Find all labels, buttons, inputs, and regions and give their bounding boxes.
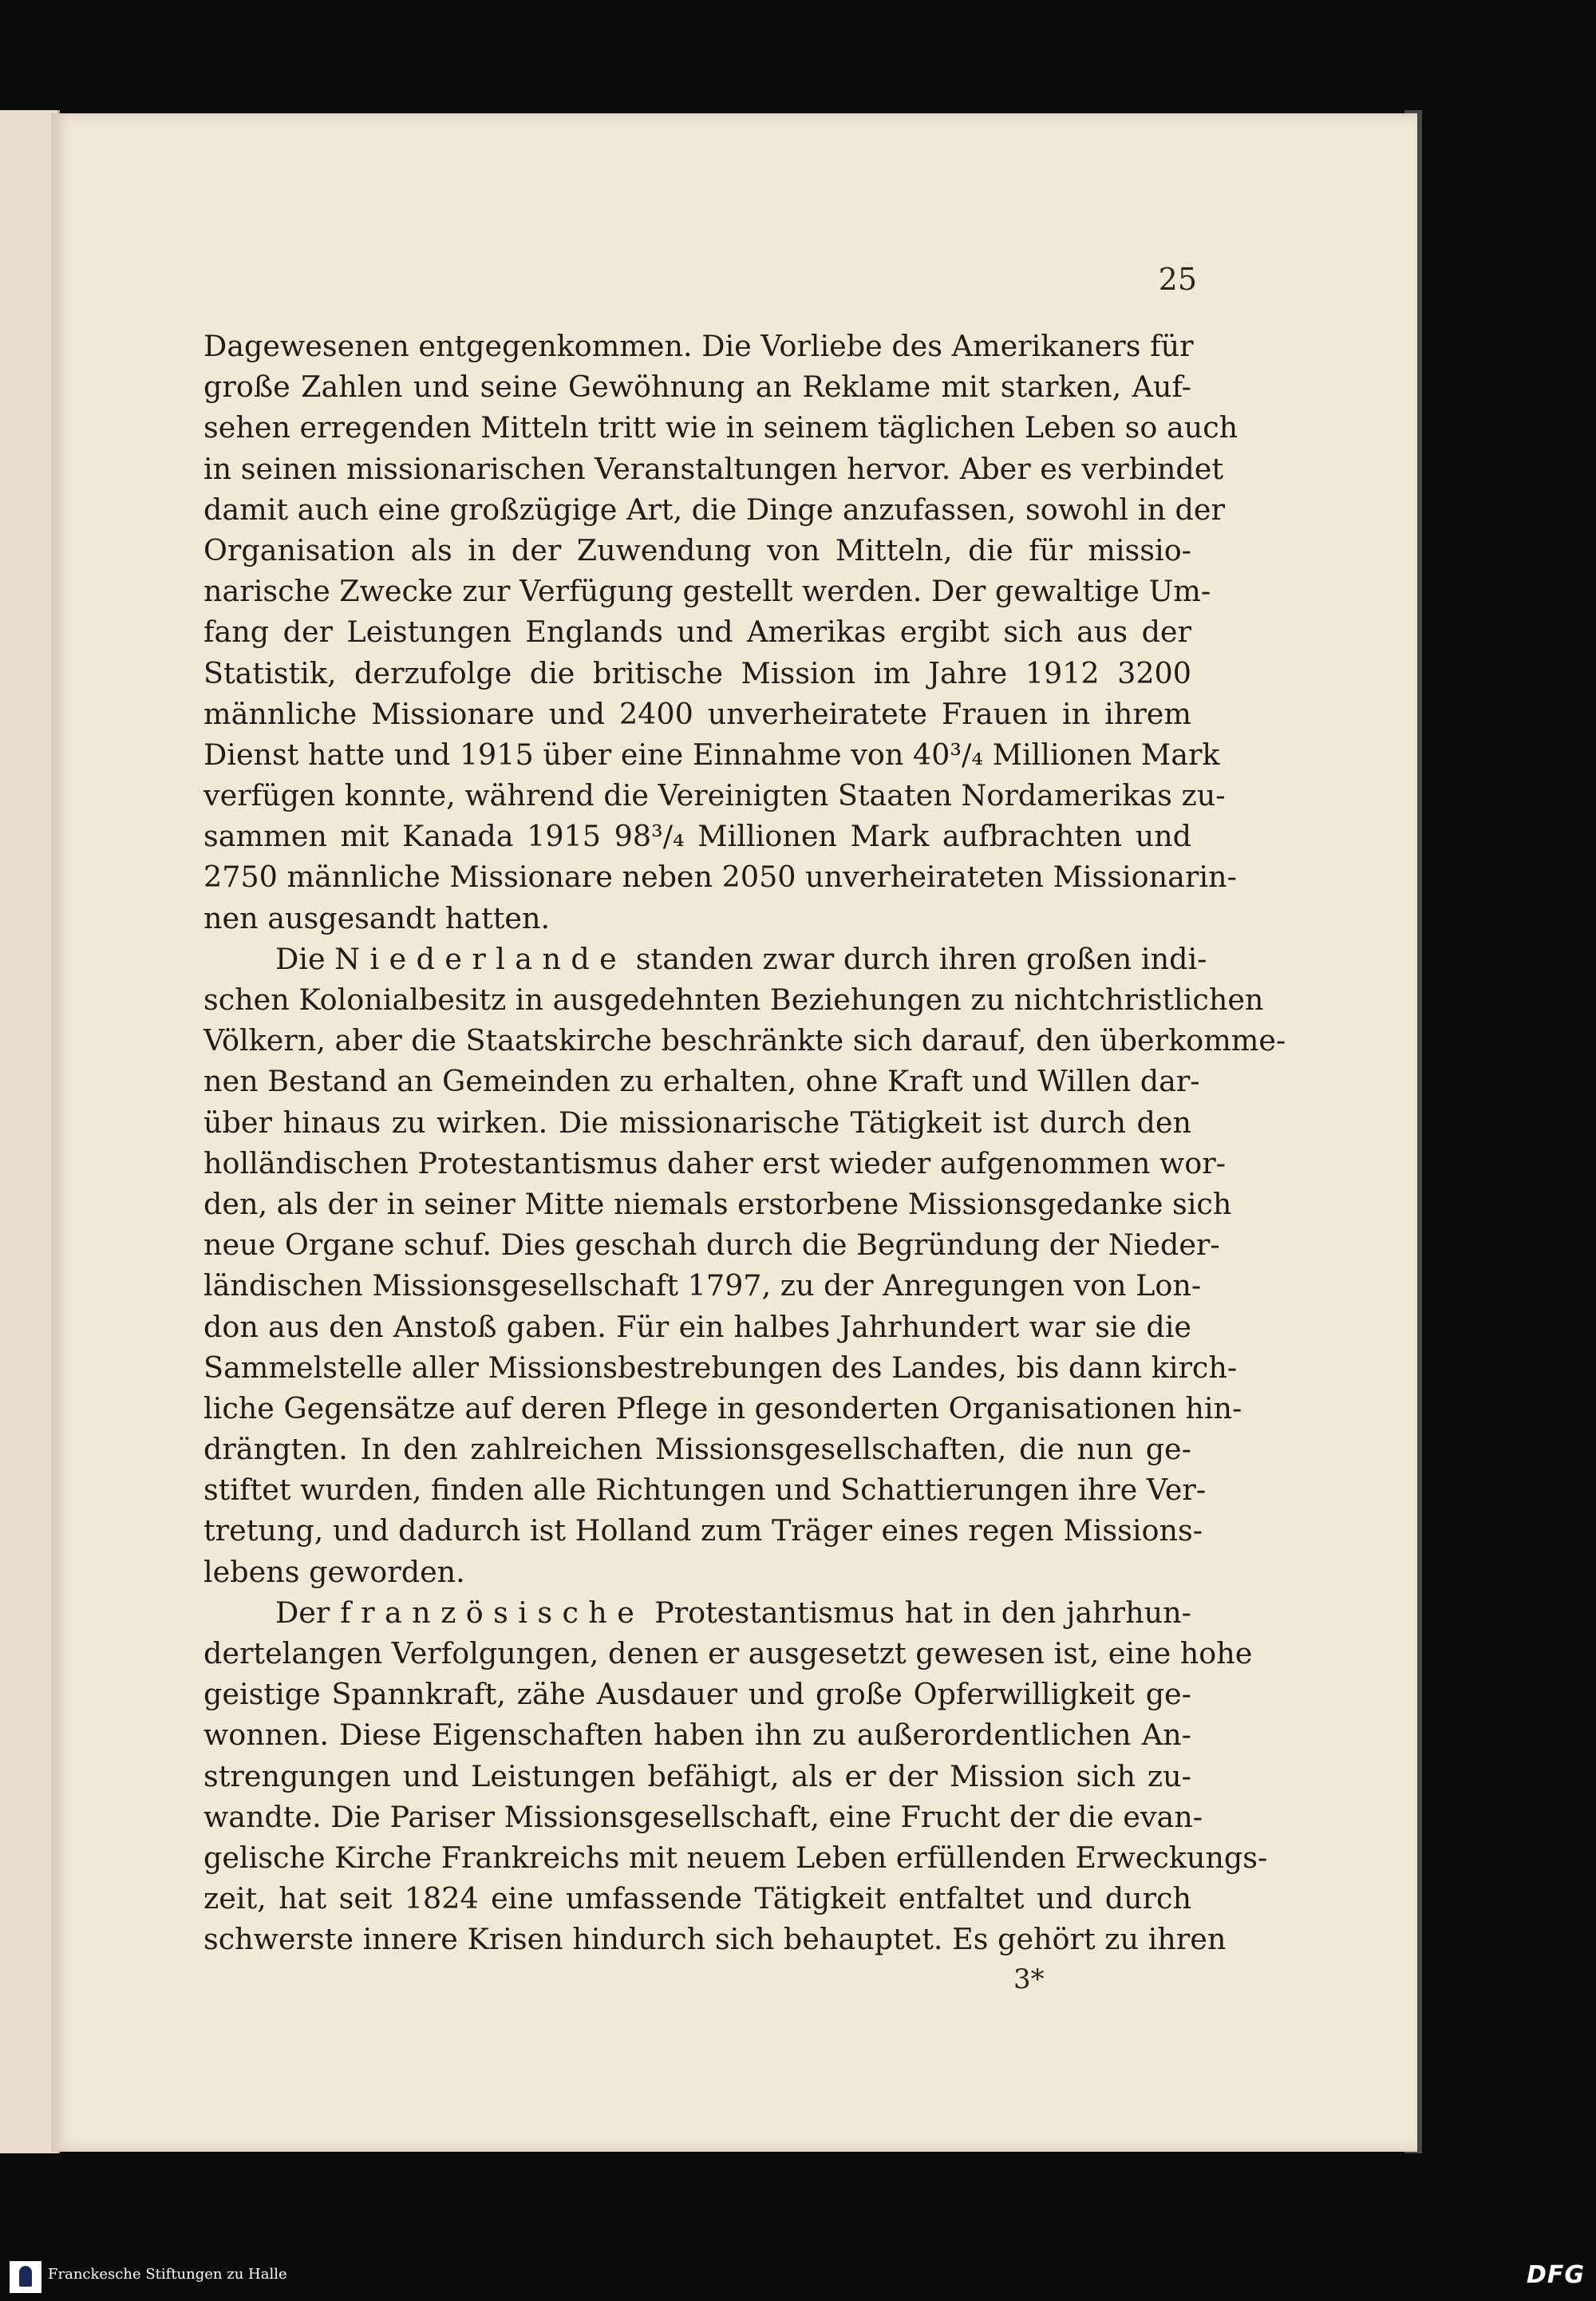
text-line: drängten. In den zahlreichen Missionsgesellschaften, die nun ge- (203, 1432, 1191, 1467)
text-line: holländischen Protestantismus daher erst wieder aufgenommen wor- (203, 1145, 1226, 1180)
text-line: Völkern, aber die Staatskirche beschränkte sich darauf, den überkomme- (203, 1023, 1286, 1058)
text-line: in seinen missionarischen Veranstaltungen hervor. Aber es verbindet (203, 451, 1224, 486)
printer-signature: 3* (1013, 1963, 1045, 1995)
viewer-footer (0, 2253, 1596, 2301)
text-line: narische Zwecke zur Verfügung gestellt werden. Der gewaltige Um- (203, 574, 1211, 609)
text-line: wandte. Die Pariser Missionsgesellschaft, eine Frucht der die evan- (203, 1799, 1203, 1834)
text-line: sammen mit Kanada 1915 98³/₄ Millionen Mark aufbrachten und (203, 819, 1191, 854)
text-line: Sammelstelle aller Missionsbestrebungen des Landes, bis dann kirch- (203, 1350, 1238, 1385)
spaced-emphasis: Niederlande (334, 941, 627, 976)
text-line: nen Bestand an Gemeinden zu erhalten, ohne Kraft und Willen dar- (203, 1064, 1200, 1099)
text-line: tretung, und dadurch ist Holland zum Träger eines regen Missions- (203, 1513, 1203, 1548)
text-line-tail: standen zwar durch ihren großen indi- (626, 941, 1207, 976)
institution-name: Franckesche Stiftungen zu Halle (48, 2266, 287, 2283)
text-line: schwerste innere Krisen hindurch sich behauptet. Es gehört zu ihren (203, 1922, 1227, 1957)
dfg-logo: DFG (1526, 2261, 1585, 2289)
text-line: don aus den Anstoß gaben. Für ein halbes Jahrhundert war sie die (203, 1309, 1191, 1344)
text-line: Statistik, derzufolge die britische Mission im Jahre 1912 3200 (203, 655, 1191, 690)
text-line: schen Kolonialbesitz in ausgedehnten Beziehungen zu nichtchristlichen (203, 982, 1264, 1017)
text-line: verfügen konnte, während die Vereinigten Staaten Nordamerikas zu- (203, 778, 1226, 813)
text-line: sehen erregenden Mitteln tritt wie in seinem täglichen Leben so auch (203, 410, 1238, 445)
text-line: den, als der in seiner Mitte niemals erstorbene Missionsgedanke sich (203, 1186, 1232, 1221)
text-line (203, 939, 1207, 979)
text-line: lebens geworden. (203, 1554, 465, 1589)
text-line: 2750 männliche Missionare neben 2050 unverheirateten Missionarin- (203, 860, 1237, 895)
text-line: neue Organe schuf. Dies geschah durch die Begründung der Nieder- (203, 1228, 1220, 1263)
text-line: dertelangen Verfolgungen, denen er ausgesetzt gewesen ist, eine hohe (203, 1636, 1253, 1670)
text-line: gelische Kirche Frankreichs mit neuem Leben erfüllenden Erweckungs- (203, 1840, 1268, 1875)
text-line: damit auch eine großzügige Art, die Dinge anzufassen, sowohl in der (203, 492, 1225, 527)
text-line: Dienst hatte und 1915 über eine Einnahme von 40³/₄ Millionen Mark (203, 737, 1220, 772)
text-line: geistige Spannkraft, zähe Ausdauer und große Opferwilligkeit ge- (203, 1677, 1191, 1712)
text-line: Dagewesenen entgegenkommen. Die Vorliebe des Amerikaners für (203, 329, 1194, 363)
page-number: 25 (1158, 262, 1197, 297)
spaced-emphasis: französische (340, 1595, 645, 1630)
text-line: liche Gegensätze auf deren Pflege in gesonderten Organisationen hin- (203, 1390, 1242, 1425)
text-line: strengungen und Leistungen befähigt, als er der Mission sich zu- (203, 1758, 1191, 1793)
page-body-text (203, 326, 1286, 1960)
text-line: nen ausgesandt hatten. (203, 900, 551, 935)
text-line: Organisation als in der Zuwendung von Mitteln, die für missio- (203, 532, 1191, 567)
text-line-tail: Protestantismus hat in den jahrhun- (644, 1595, 1191, 1630)
text-line: zeit, hat seit 1824 eine umfassende Tätigkeit entfaltet und durch (203, 1881, 1191, 1916)
text-line: stiftet wurden, finden alle Richtungen und Schattierungen ihre Ver- (203, 1473, 1207, 1508)
text-line: wonnen. Diese Eigenschaften haben ihn zu außerordentlichen An- (203, 1718, 1191, 1753)
text-line: über hinaus zu wirken. Die missionarische Tätigkeit ist durch den (203, 1105, 1191, 1140)
institution-logo-icon (10, 2261, 41, 2293)
text-line: große Zahlen und seine Gewöhnung an Reklame mit starken, Auf- (203, 370, 1191, 405)
text-line-lead: Der (275, 1595, 341, 1630)
text-line: männliche Missionare und 2400 unverheiratete Frauen in ihrem (203, 696, 1191, 731)
text-line-lead: Die (275, 941, 335, 976)
text-line: fang der Leistungen Englands und Amerikas ergibt sich aus der (203, 615, 1191, 650)
text-line (203, 1592, 1191, 1633)
text-line: ländischen Missionsgesellschaft 1797, zu der Anregungen von Lon- (203, 1268, 1202, 1303)
